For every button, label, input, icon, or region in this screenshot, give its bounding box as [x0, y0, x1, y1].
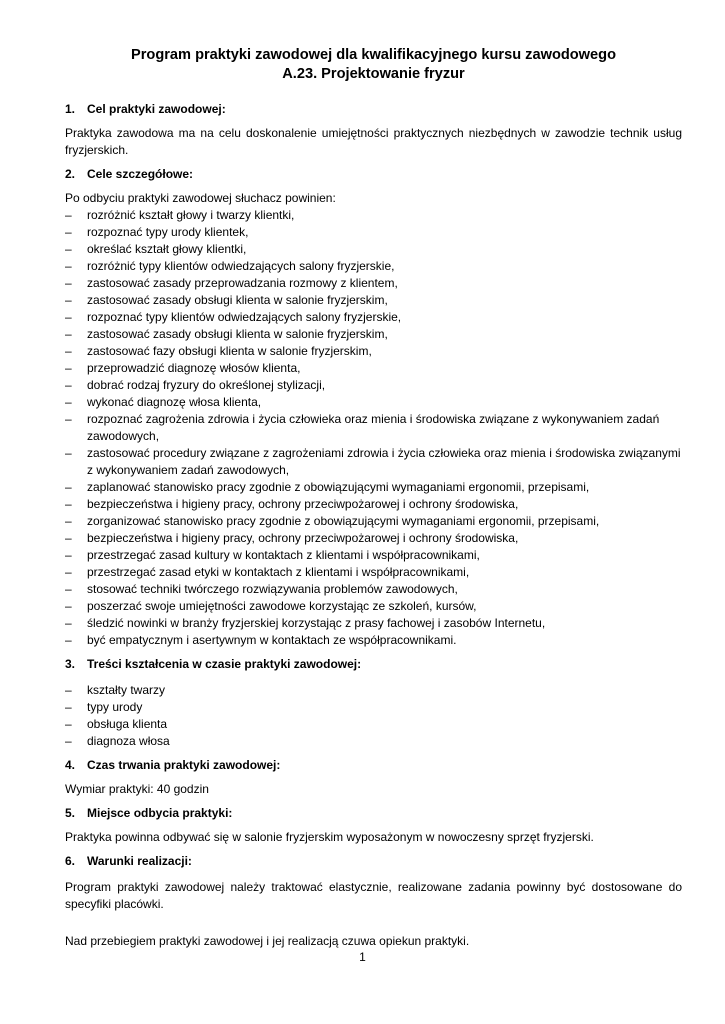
list-item [65, 207, 682, 224]
list-item-text: typy urody [87, 700, 143, 714]
dash-bullet: – [65, 412, 72, 426]
dash-bullet: – [65, 531, 72, 545]
dash-bullet: – [65, 548, 72, 562]
dash-bullet: – [65, 242, 72, 256]
list-item [65, 716, 682, 733]
page-number: 1 [359, 950, 366, 964]
list-item [65, 479, 682, 496]
section-number: 1. [65, 102, 76, 116]
section-6-heading [65, 854, 682, 869]
section-heading-text: Treści kształcenia w czasie praktyki zawodowej: [87, 657, 362, 671]
list-item [65, 224, 682, 241]
section-5-heading [65, 806, 682, 821]
list-item [65, 530, 682, 547]
section-3-list [65, 682, 682, 750]
list-item [65, 615, 682, 632]
list-item [65, 241, 682, 258]
list-item-text: być empatycznym i asertywnym w kontaktach ze współpracownikami. [87, 633, 457, 647]
list-item [65, 309, 682, 326]
list-item-text: przestrzegać zasad kultury w kontaktach z klientami i współpracownikami, [87, 548, 480, 562]
list-item [65, 513, 682, 530]
list-item [65, 682, 682, 699]
list-item [65, 394, 682, 411]
list-item-text: obsługa klienta [87, 717, 168, 731]
list-item-text: zastosować fazy obsługi klienta w salonie fryzjerskim, [87, 344, 372, 358]
dash-bullet: – [65, 293, 72, 307]
title-line-2: A.23. Projektowanie fryzur [282, 66, 465, 82]
section-heading-text: Miejsce odbycia praktyki: [87, 806, 233, 820]
section-5-text: Praktyka powinna odbywać się w salonie fryzjerskim wyposażonym w nowoczesny sprzęt fryzjerski. [65, 830, 594, 844]
list-item-text: zaplanować stanowisko pracy zgodnie z obowiązującymi wymaganiami ergonomii, przepisami, [87, 480, 590, 494]
dash-bullet: – [65, 446, 72, 460]
dash-bullet: – [65, 497, 72, 511]
document-title [65, 46, 682, 84]
section-number: 4. [65, 758, 76, 772]
dash-bullet: – [65, 344, 72, 358]
section-1-heading [65, 102, 682, 117]
list-item [65, 326, 682, 343]
list-item [65, 377, 682, 394]
dash-bullet: – [65, 734, 72, 748]
section-4-heading [65, 758, 682, 773]
section-2-list [65, 207, 682, 649]
list-item-text: zastosować zasady obsługi klienta w salonie fryzjerskim, [87, 293, 388, 307]
dash-bullet: – [65, 514, 72, 528]
list-item-text: rozróżnić kształt głowy i twarzy klientki, [87, 208, 295, 222]
dash-bullet: – [65, 599, 72, 613]
list-item-text: zastosować procedury związane z zagrożeniami zdrowia i życia człowieka oraz mienia i środowiska związanymi z wykonywaniem zadań zawodowych, [87, 446, 681, 477]
section-6-text: Program praktyki zawodowej należy traktować elastycznie, realizowane zadania powinny być dostosowane do specyfiki placówki. [65, 880, 682, 911]
list-item-text: rozróżnić typy klientów odwiedzających salony fryzjerskie, [87, 259, 395, 273]
list-item [65, 411, 682, 445]
list-item [65, 292, 682, 309]
dash-bullet: – [65, 717, 72, 731]
dash-bullet: – [65, 633, 72, 647]
dash-bullet: – [65, 361, 72, 375]
section-heading-text: Cel praktyki zawodowej: [87, 102, 226, 116]
list-item [65, 445, 682, 479]
list-item [65, 733, 682, 750]
list-item-text: przestrzegać zasad etyki w kontaktach z klientami i współpracownikami, [87, 565, 470, 579]
list-item [65, 343, 682, 360]
section-number: 5. [65, 806, 76, 820]
list-item-text: rozpoznać zagrożenia zdrowia i życia człowieka oraz mienia i środowiska związane z wykonywaniem zadań zawodowych, [87, 412, 660, 443]
section-2-heading [65, 167, 682, 182]
list-item [65, 632, 682, 649]
dash-bullet: – [65, 683, 72, 697]
section-heading-text: Czas trwania praktyki zawodowej: [87, 758, 281, 772]
dash-bullet: – [65, 378, 72, 392]
section-number: 3. [65, 657, 76, 671]
section-heading-text: Cele szczegółowe: [87, 167, 194, 181]
document-page [65, 46, 682, 958]
list-item-text: bezpieczeństwa i higieny pracy, ochrony przeciwpożarowej i ochrony środowiska, [87, 497, 519, 511]
dash-bullet: – [65, 700, 72, 714]
dash-bullet: – [65, 395, 72, 409]
dash-bullet: – [65, 259, 72, 273]
section-6-text-2: Nad przebiegiem praktyki zawodowej i jej realizacją czuwa opiekun praktyki. [65, 934, 470, 948]
list-item-text: zastosować zasady obsługi klienta w salonie fryzjerskim, [87, 327, 388, 341]
list-item-text: rozpoznać typy urody klientek, [87, 225, 249, 239]
section-heading-text: Warunki realizacji: [87, 854, 192, 868]
list-item [65, 699, 682, 716]
section-4-text: Wymiar praktyki: 40 godzin [65, 782, 209, 796]
list-item-text: wykonać diagnozę włosa klienta, [87, 395, 262, 409]
list-item-text: dobrać rodzaj fryzury do określonej stylizacji, [87, 378, 326, 392]
dash-bullet: – [65, 225, 72, 239]
list-item-text: bezpieczeństwa i higieny pracy, ochrony przeciwpożarowej i ochrony środowiska, [87, 531, 519, 545]
list-item [65, 258, 682, 275]
list-item [65, 275, 682, 292]
list-item [65, 547, 682, 564]
list-item [65, 564, 682, 581]
list-item [65, 598, 682, 615]
list-item-text: rozpoznać typy klientów odwiedzających salony fryzjerskie, [87, 310, 402, 324]
list-item-text: kształty twarzy [87, 683, 166, 697]
list-item [65, 496, 682, 513]
title-line-1: Program praktyki zawodowej dla kwalifikacyjnego kursu zawodowego [131, 47, 616, 63]
dash-bullet: – [65, 208, 72, 222]
dash-bullet: – [65, 310, 72, 324]
section-number: 2. [65, 167, 76, 181]
section-2-intro: Po odbyciu praktyki zawodowej słuchacz powinien: [65, 191, 336, 205]
list-item [65, 360, 682, 377]
dash-bullet: – [65, 582, 72, 596]
list-item-text: określać kształt głowy klientki, [87, 242, 247, 256]
dash-bullet: – [65, 565, 72, 579]
dash-bullet: – [65, 480, 72, 494]
section-1-text: Praktyka zawodowa ma na celu doskonalenie umiejętności praktycznych niezbędnych w zawodzie technik usług fryzjerskich. [65, 126, 682, 157]
list-item-text: poszerzać swoje umiejętności zawodowe korzystając ze szkoleń, kursów, [87, 599, 477, 613]
list-item [65, 581, 682, 598]
list-item-text: stosować techniki twórczego rozwiązywania problemów zawodowych, [87, 582, 458, 596]
list-item-text: śledzić nowinki w branży fryzjerskiej korzystając z prasy fachowej i zasobów Internetu, [87, 616, 546, 630]
list-item-text: przeprowadzić diagnozę włosów klienta, [87, 361, 301, 375]
section-3-heading [65, 657, 682, 672]
dash-bullet: – [65, 327, 72, 341]
section-number: 6. [65, 854, 76, 868]
dash-bullet: – [65, 616, 72, 630]
list-item-text: zorganizować stanowisko pracy zgodnie z obowiązującymi wymaganiami ergonomii, przepisami, [87, 514, 600, 528]
list-item-text: zastosować zasady przeprowadzania rozmowy z klientem, [87, 276, 398, 290]
list-item-text: diagnoza włosa [87, 734, 170, 748]
dash-bullet: – [65, 276, 72, 290]
